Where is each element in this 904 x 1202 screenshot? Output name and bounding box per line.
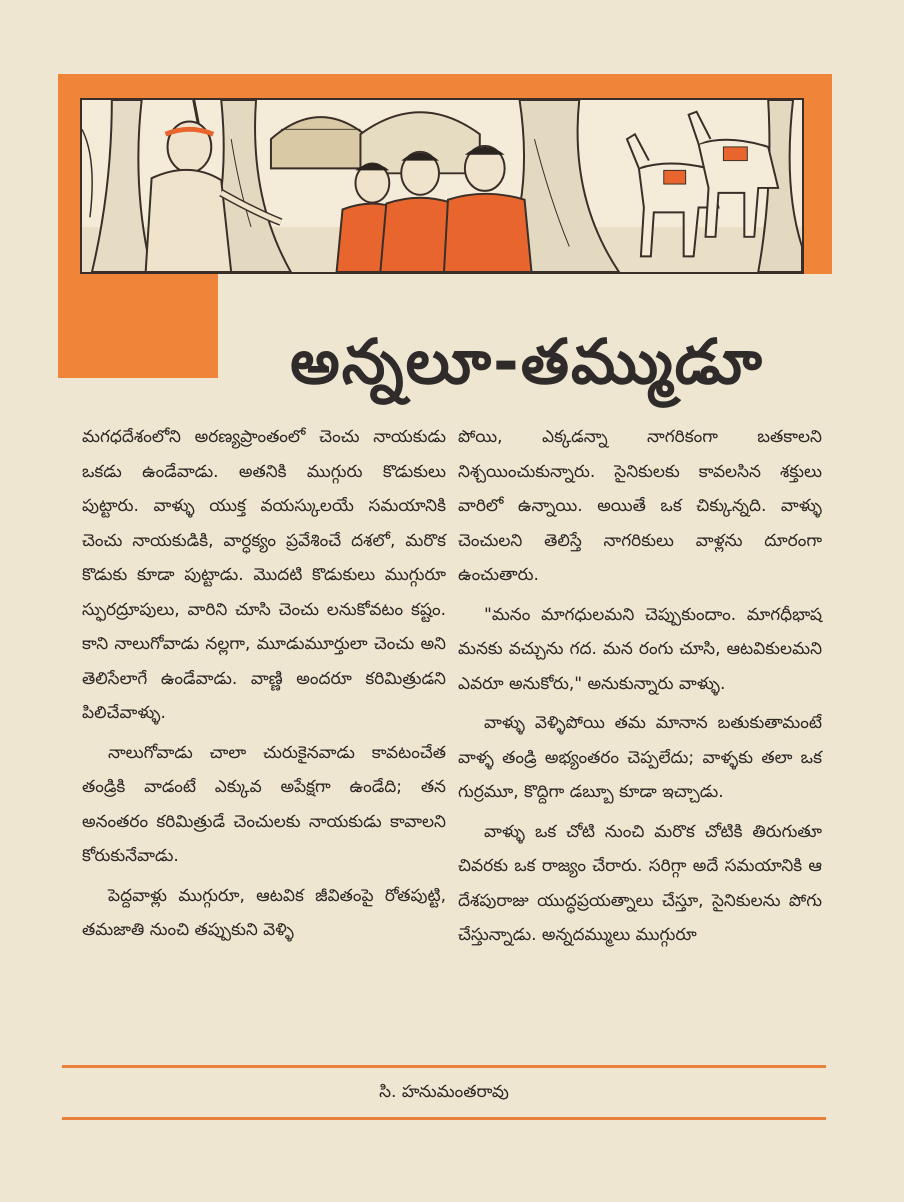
orange-divider-top: [62, 1065, 826, 1068]
illustration-drawing: [82, 100, 802, 272]
three-brothers-icon: [337, 146, 532, 272]
paragraph: మగధదేశంలోని అరణ్యప్రాంతంలో చెంచు నాయకుడు ఒకడు ఉండేవాడు. అతనికి ముగ్గురు కొడుకులు పుట్టారు. వాళ్ళు యుక్త వయస్కులయే సమయానికి చెంచు నాయకుడికి, వార్ధక్యం ప్రవేశించే దశలో, మరొక కొడుకు కూడా పుట్టాడు. మొదటి కొడుకులు ముగ్గురూ స్ఫురద్రూపులు, వారిని చూసి చెంచు లనుకోవటం కష్టం. కాని నాలుగోవాడు నల్లగా, మూడుమూర్తులా చెంచు అని తెలిసేలాగే ఉండేవాడు. వాణ్ణి అందరూ కరిమిత్రుడని పిలిచేవాళ్ళు.: [82, 427, 446, 723]
paragraph: నాలుగోవాడు చాలా చురుకైనవాడు కావటంచేత తండ్రికి వాడంటే ఎక్కువ అపేక్షగా ఉండేది; తన అనంతరం కరిమిత్రుడే చెంచులకు నాయకుడు కావాలని కోరుకునేవాడు.: [82, 742, 446, 866]
left-text-column: [82, 420, 446, 953]
author-credit: సి. హనుమంతరావు: [379, 1082, 509, 1102]
paragraph: వాళ్ళు ఒక చోటి నుంచి మరొక చోటికి తిరుగుతూ చివరకు ఒక రాజ్యం చేరారు. సరిగ్గా అదే సమయానికి ఆ దేశపురాజు యుద్ధప్రయత్నాలు చేస్తూ, సైనికులను పోగు చేస్తున్నాడు. అన్నదమ్ములు ముగ్గురూ: [458, 821, 822, 945]
paragraph: పెద్దవాళ్లు ముగ్గురూ, ఆటవిక జీవితంపై రోతపుట్టి, తమజాతి నుంచి తప్పుకుని వెళ్ళి: [82, 885, 446, 940]
paragraph: పోయి, ఎక్కడన్నా నాగరికంగా బతకాలని నిశ్చయించుకున్నారు. సైనికులకు కావలసిన శక్తులు వారిలో ఉన్నాయి. అయితే ఒక చిక్కున్నది. వాళ్ళు చెంచులని తెలిస్తే నాగరికులు వాళ్లను దూరంగా ఉంచుతారు.: [458, 427, 822, 585]
orange-divider-bottom: [62, 1117, 826, 1120]
story-illustration: [80, 98, 804, 274]
paragraph: వాళ్ళు వెళ్ళిపోయి తమ మానాన బతుకుతామంటే వాళ్ళ తండ్రి అభ్యంతరం చెప్పలేదు; వాళ్ళకు తలా ఒక గుర్రమూ, కొద్దిగా డబ్బూ కూడా ఇచ్చాడు.: [458, 713, 822, 802]
right-text-column: [458, 420, 822, 958]
story-title: అన్నలూ-తమ్ముడూ: [290, 324, 764, 398]
paragraph: "మనం మాగధులమని చెప్పుకుందాం. మాగధీభాష మనకు వచ్చును గద. మన రంగు చూసి, ఆటవికులమని ఎవరూ అనుకోరు," అనుకున్నారు వాళ్ళు.: [458, 604, 822, 694]
